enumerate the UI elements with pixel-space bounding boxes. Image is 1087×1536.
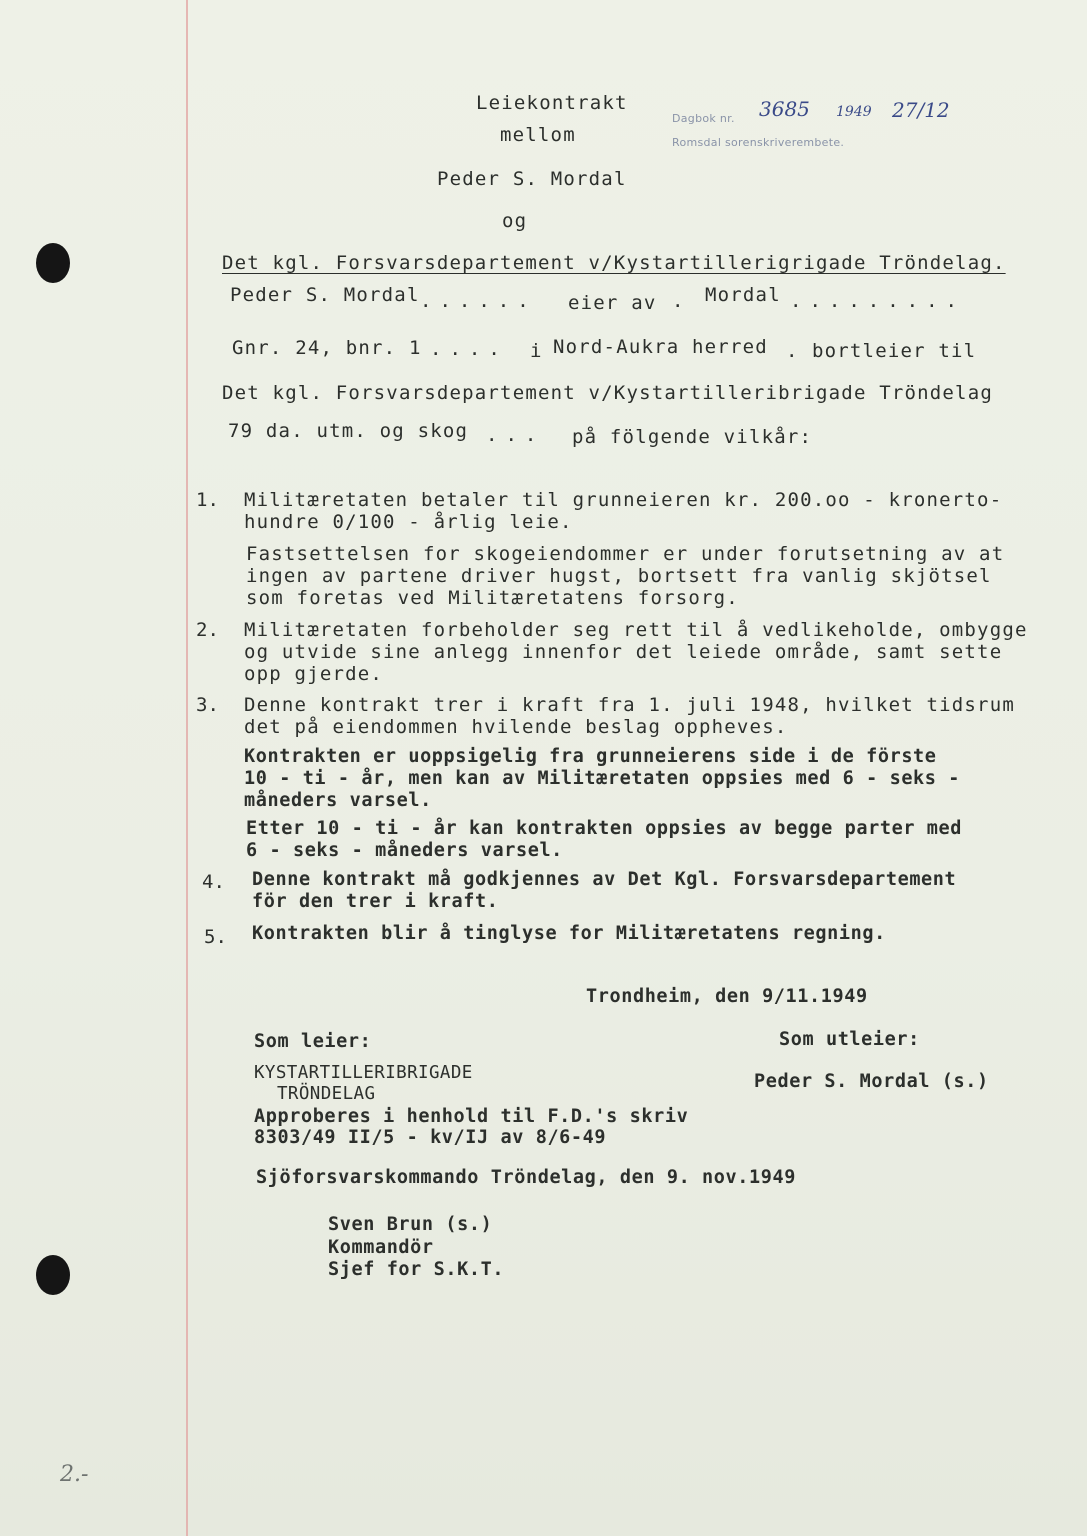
stamp-year: 1949: [836, 104, 872, 120]
clause-line: Denne kontrakt må godkjennes av Det Kgl. Forsvarsdepartement: [252, 869, 957, 890]
title-line-1: Leiekontrakt: [476, 92, 628, 114]
place-date: Trondheim, den 9/11.1949: [586, 986, 868, 1007]
dot-fill: ......: [420, 290, 537, 312]
clause-line: som foretas ved Militæretatens forsorg.: [246, 587, 739, 609]
dot-fill: .: [672, 290, 692, 312]
clause-line: Kontrakten er uoppsigelig fra grunneierens side i de förste: [244, 746, 937, 767]
signer-title: Sjef for S.K.T.: [328, 1259, 505, 1280]
punch-hole-bottom: [36, 1255, 70, 1295]
clause-number: 4.: [202, 871, 225, 893]
clause-number: 5.: [204, 926, 227, 948]
clause-line: Kontrakten blir å tinglyse for Militæretatens regning.: [252, 923, 886, 944]
clause-number: 2.: [196, 619, 219, 641]
clause-line: Militæretaten forbeholder seg rett til å vedlikeholde, ombygge: [244, 619, 1028, 641]
clause-line: ingen av partene driver hugst, bortsett fra vanlig skjötsel: [246, 565, 992, 587]
property-name: Mordal: [705, 284, 781, 306]
stamp-date: 27/12: [892, 98, 950, 122]
dot-fill: ....: [430, 338, 508, 360]
stamp-office: Romsdal sorenskriverembete.: [672, 136, 845, 149]
dagbok-stamp-label: Dagbok nr.: [672, 112, 735, 125]
utleier-name: Peder S. Mordal (s.): [754, 1071, 989, 1092]
clause-line: det på eiendommen hvilende beslag oppheves.: [244, 716, 788, 738]
vilkar-label: på fölgende vilkår:: [572, 426, 813, 448]
party-1: Peder S. Mordal: [437, 168, 627, 190]
leier-label: Som leier:: [254, 1031, 372, 1052]
clause-number: 1.: [196, 489, 219, 511]
approval-line-2: 8303/49 II/5 - kv/IJ av 8/6-49: [254, 1127, 607, 1148]
margin-note: 2.-: [60, 1462, 89, 1487]
punch-hole-top: [36, 243, 70, 283]
tenant: Det kgl. Forsvarsdepartement v/Kystartilleribrigade Tröndelag: [222, 382, 993, 404]
clause-line: og utvide sine anlegg innenfor det leiede område, samt sette: [244, 641, 1003, 663]
dot-fill: .: [786, 340, 799, 362]
i-word: i: [530, 340, 543, 362]
approval-line-1: Approberes i henhold til F.D.'s skriv: [254, 1106, 689, 1127]
herred: Nord-Aukra herred: [553, 336, 768, 358]
title-line-2: mellom: [500, 124, 576, 146]
signer-rank: Kommandör: [328, 1237, 434, 1258]
margin-rule: [186, 0, 188, 1536]
og-word: og: [502, 210, 528, 232]
signer-name: Sven Brun (s.): [328, 1214, 493, 1235]
clause-line: 10 - ti - år, men kan av Militæretaten oppsies med 6 - seks -: [244, 768, 961, 789]
dot-fill: ...: [486, 424, 545, 446]
area: 79 da. utm. og skog: [228, 420, 469, 442]
clause-line: Denne kontrakt trer i kraft fra 1. juli 1948, hvilket tidsrum: [244, 694, 1015, 716]
party-2: Det kgl. Forsvarsdepartement v/Kystartillerigrigade Tröndelag.: [222, 252, 1006, 274]
clause-number: 3.: [196, 694, 219, 716]
dot-fill: .........: [790, 290, 965, 312]
gnr-bnr: Gnr. 24, bnr. 1: [232, 337, 422, 359]
clause-line: opp gjerde.: [244, 663, 384, 685]
clause-line: Militæretaten betaler til grunneieren kr. 200.oo - kronerto-: [244, 489, 1003, 511]
clause-line: Etter 10 - ti - år kan kontrakten oppsies av begge parter med: [246, 818, 963, 839]
owner-name: Peder S. Mordal: [230, 284, 420, 306]
command-line: Sjöforsvarskommando Tröndelag, den 9. nov.1949: [256, 1167, 796, 1188]
clause-line: Fastsettelsen for skogeiendommer er under forutsetning av at: [246, 543, 1005, 565]
utleier-label: Som utleier:: [779, 1029, 920, 1050]
clause-line: måneders varsel.: [244, 790, 432, 811]
clause-line: för den trer i kraft.: [252, 891, 499, 912]
eier-av-label: eier av: [568, 292, 657, 314]
leier-line-2: TRÖNDELAG: [277, 1084, 376, 1104]
clause-line: hundre 0/100 - årlig leie.: [244, 511, 573, 533]
leier-line-1: KYSTARTILLERIBRIGADE: [254, 1063, 473, 1083]
clause-line: 6 - seks - måneders varsel.: [246, 840, 563, 861]
dagbok-number: 3685: [759, 97, 810, 121]
bortleier-til: bortleier til: [812, 340, 977, 362]
